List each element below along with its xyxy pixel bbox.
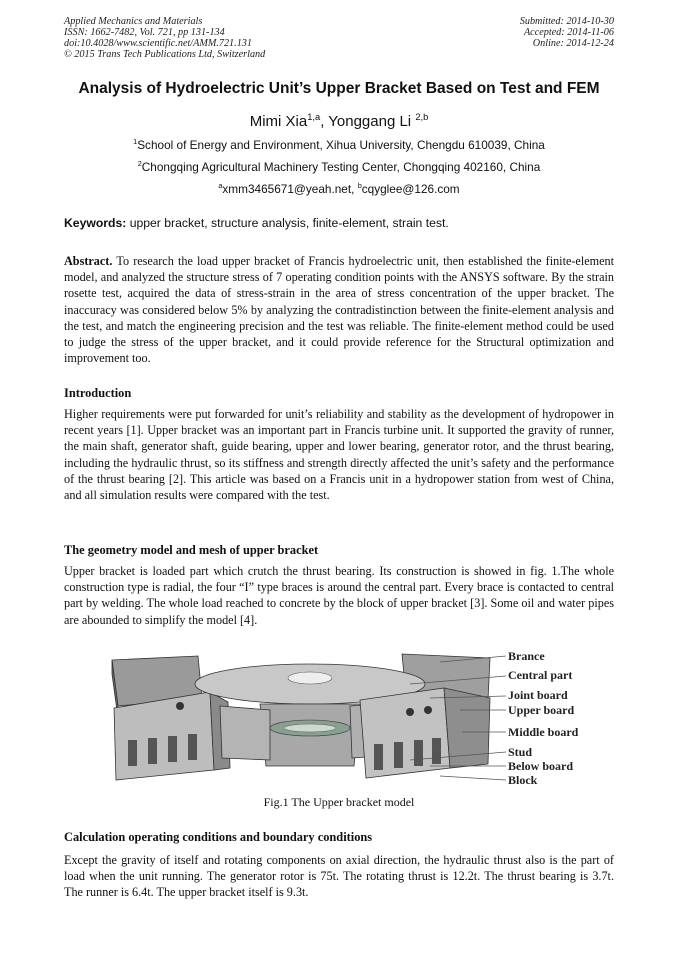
intro-paragraph: Higher requirements were put forwarded for unit’s reliability and stability as the development of hydropower in recent years [1]. Upper bracket was an important part in Francis turbine unit. It supported the gravity of runner, the main shaft, generator shaft, guide bearing, upper and lower bearing, generator rotor, and the thrust bearing, including the hydraulic thrust, so its stiffness and strength directly affected the unit’s safety and the performance of the thrust bearing [2]. This article was based on a Francis unit in a hydropower station from west of China, and all simulation results were compared with the test. — [64, 407, 614, 503]
calculation-heading: Calculation operating conditions and boundary conditions — [64, 830, 373, 844]
issn-line: ISSN: 1662-7482, Vol. 721, pp 131-134 — [64, 27, 225, 38]
geometry-paragraph: Upper bracket is loaded part which crutch the thrust bearing. Its construction is showed in fig. 1.The whole construction type is radial, the four “I” type braces is around the central part. Every brace is contacted to central part by welding. The whole load reached to concrete by the block of upper bracket [3]. Some oil and water pipes are abounded to simplify the model [4]. — [64, 564, 614, 627]
keywords-text: upper bracket, structure analysis, finite-element, strain test. — [126, 216, 449, 230]
email-line — [0, 182, 678, 196]
label-below-board: Below board — [508, 759, 574, 773]
author-1: Mimi Xia — [249, 113, 308, 130]
author-1-affil: 1,a — [307, 112, 321, 122]
online-date: Online: 2014-12-24 — [532, 38, 614, 49]
label-joint-board: Joint board — [508, 688, 568, 702]
affiliation-1 — [0, 138, 678, 152]
author-2: Yonggang Li — [328, 113, 416, 130]
upper-bracket-model-image — [110, 648, 590, 790]
geometry-heading: The geometry model and mesh of upper bracket — [64, 543, 319, 557]
label-stud: Stud — [508, 745, 533, 759]
keywords-label: Keywords: — [64, 216, 127, 230]
keywords — [64, 216, 449, 230]
email-b: cqyglee@126.com — [361, 182, 460, 196]
doi-line: doi:10.4028/www.scientific.net/AMM.721.131 — [64, 38, 252, 49]
journal-name: Applied Mechanics and Materials — [64, 16, 203, 27]
submission-dates — [520, 16, 614, 49]
abstract-text: To research the load upper bracket of Francis hydroelectric unit, then established the finite-element model, and analyzed the structure stress of 7 operating condition points with the ANSYS software. By the strain rosette test, acquired the data of stress-strain in the area of stress concentration of the upper bracket. The inaccuracy was considered below 5% by analyzing the contradistinction between the finite-element analysis and the test, and match the engineering precision and the test was reliable. The finite-element method could be used to judge the stress of the upper bracket, and it could provide reference for the Structural optimization and improvement too. — [64, 254, 614, 366]
label-block: Block — [508, 773, 538, 787]
upper-bracket-figure — [110, 648, 590, 790]
label-upper-board: Upper board — [508, 703, 575, 717]
email-a-mark: a — [218, 181, 223, 191]
accepted-date: Accepted: 2014-11-06 — [523, 27, 614, 38]
author-separator: , — [320, 113, 329, 130]
label-middle-board: Middle board — [508, 725, 579, 739]
email-b-mark: b — [357, 181, 362, 191]
affiliation-2-mark: 2 — [137, 159, 142, 169]
abstract-label: Abstract. — [64, 254, 113, 268]
affiliation-1-text: School of Energy and Environment, Xihua University, Chengdu 610039, China — [137, 138, 545, 152]
submitted-date: Submitted: 2014-10-30 — [519, 16, 614, 27]
journal-info — [64, 16, 265, 60]
email-a: xmm3465671@yeah.net, — [222, 182, 358, 196]
copyright-line: © 2015 Trans Tech Publications Ltd, Switzerland — [64, 49, 266, 60]
author-list — [0, 113, 678, 130]
label-central-part: Central part — [508, 668, 573, 682]
calculation-paragraph: Except the gravity of itself and rotating components on axial direction, the hydraulic thrust also is the part of load when the unit running. The generator rotor is 75t. The rotating thrust is 12.2t. The thrust bearing is 3.7t. The runner is 6.4t. The upper bracket itself is 9.3t. — [64, 853, 614, 900]
figure-caption: Fig.1 The Upper bracket model — [263, 795, 415, 809]
paper-title: Analysis of Hydroelectric Unit’s Upper Bracket Based on Test and FEM — [78, 80, 600, 97]
affiliation-2-text: Chongqing Agricultural Machinery Testing Center, Chongqing 402160, China — [141, 160, 541, 174]
label-brance: Brance — [508, 649, 545, 663]
affiliation-1-mark: 1 — [133, 137, 138, 147]
intro-heading: Introduction — [64, 386, 132, 400]
author-2-affil: 2,b — [415, 112, 429, 122]
affiliation-2 — [0, 160, 678, 174]
abstract — [64, 253, 614, 366]
